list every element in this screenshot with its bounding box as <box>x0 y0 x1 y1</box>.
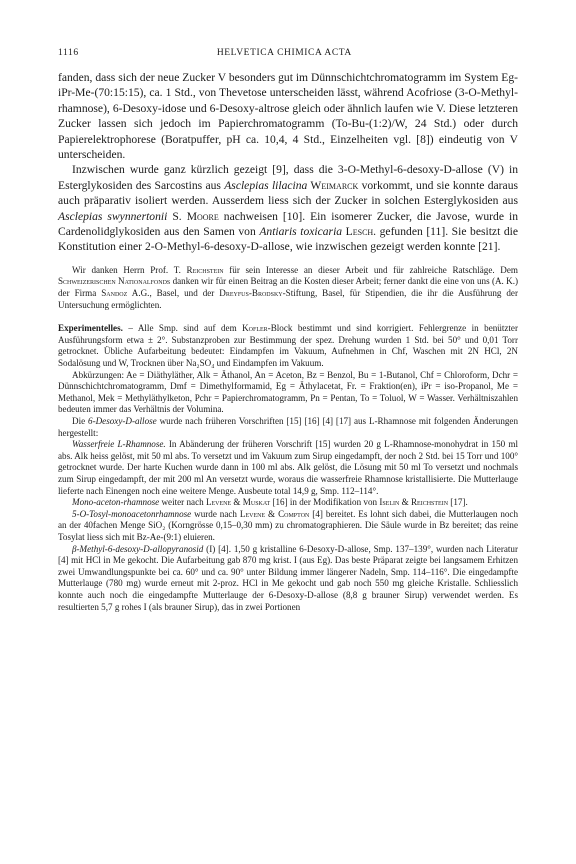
paragraph-chromatography: fanden, dass sich der neue Zucker V besonders gut im Dünnschichtchromatogramm im System Eg-iPr-Me-(70:15:15), ca. 1 Std., von Thevetose unterscheiden lässt, während Acofriose (3-O-Methyl-rhamnose), 6-Desoxy-idose und 6-Desoxy-altrose gleich oder ähnlich laufen wie V. Diese letzteren Zucker lassen sich jedoch im Papierchromatogramm (To-Bu-(1:2)/W, 24 Std.) oder durch Papierelektrophorese (Boratpuffer, pH ca. 10,4, 4 Std., Einzelheiten vgl. [8]) eindeutig von V unterscheiden. <box>58 71 518 162</box>
section-heading: Experimentelles. <box>58 323 123 334</box>
experimental-section: Experimentelles. – Alle Smp. sind auf dem Kofler-Block bestimmt und sind korrigiert. Fehlergrenze in benützter Ausführungsform etwa ± 2°. Substanzproben zur Bestimmung der spez. Drehung wurden 1 Std. bei 50° und 0,01 Torr getrocknet. Übliche Aufarbeitung bedeutet: Eindampfen im Vakuum, Aufnehmen in Chf, Waschen mit 2N HCl, 2N Sodalösung und W, Trocknen über Na₂SO₄ und Eindampfen im Vakuum. <box>58 323 518 369</box>
paragraph-methyl-allopyranoside: β-Methyl-6-desoxy-D-allopyranosid (I) [4]. 1,50 g kristalline 6-Desoxy-D-allose, Smp. 137–139°, wurden nach Literatur [4] mit HCl in Me gekocht. Die Aufarbeitung gab 870 mg krist. I (aus Eg). Das beste Präparat zeigte bei langsamem Erhitzen zwei Umwandlungspunkte bei ca. 60° und ca. 90° unter Bildung immer längerer Nadeln, Smp. 114–116°. Die eingedampfte Mutterlauge (780 mg) wurde erneut mit 2-proz. HCl in Me gekocht und gab noch 550 mg gleiche Kristalle. Schliesslich konnte auch noch die eingedampfte Mutterlauge der 6-Desoxy-D-allose (8,8 g brauner Sirup) verwendet werden. Es resultierten 5,7 g rohes I (als brauner Sirup), das in zwei Portionen <box>58 543 518 612</box>
page-header <box>58 48 518 58</box>
paragraph-mono-aceton: Mono-aceton-rhamnose weiter nach Levene & Muskat [16] in der Modifikation von Iselin & Reichstein [17]. <box>72 497 468 508</box>
page <box>58 48 518 613</box>
paragraph-occurrence: Inzwischen wurde ganz kürzlich gezeigt [9], dass die 3-O-Methyl-6-desoxy-D-allose (V) in Esterglykosiden des Sarcostins aus Asclepias lilacina Weimarck vorkommt, und sie konnte daraus auch präparativ isoliert werden. Ausserdem liess sich der Zucker in solchen Esterglykosiden aus Asclepias swynnertonii S. Moore nachweisen [10]. Ein isomerer Zucker, die Javose, wurde in Cardenolidglykosiden aus den Samen von Antiaris toxicaria Lesch. gefunden [11]. Sie besitzt die Konstitution einer 2-O-Methyl-6-desoxy-D-allose, wie inzwischen gezeigt werden konnte [21]. <box>58 163 519 254</box>
journal-title: HELVETICA CHIMICA ACTA <box>216 48 352 58</box>
paragraph-desoxy-allose: Die 6-Desoxy-D-allose wurde nach früheren Vorschriften [15] [16] [4] [17] aus L-Rhamnose mit folgenden Änderungen hergestellt: <box>58 416 519 438</box>
acknowledgements: Wir danken Herrn Prof. T. Reichstein für sein Interesse an dieser Arbeit und für zahlreiche Ratschläge. Dem Schweizerischen Nationalfonds danken wir für einen Beitrag an die Kosten dieser Arbeit; ferner dankt die eine von uns (A. K.) der Firma Sandoz A.G., Basel, und der Dreyfus-Brodsky-Stiftung, Basel, für Stipendien, die ihr die Ausführung der Untersuchung ermöglichten. <box>58 264 519 310</box>
abbreviations: Abkürzungen: Ae = Diäthyläther, Alk = Äthanol, An = Aceton, Bz = Benzol, Bu = 1-Butanol, Chf = Chloroform, Dchr = Dünnschichtchromatogramm, Dmf = Dimethylformamid, Eg = Äthylacetat, Fr. = Fraktion(en), iPr = iso-Propanol, Me = Methanol, Mek = Methyläthylketon, Pchr = Papierchromatogramm, Pn = Pentan, To = Toluol, W = Wasser. Verhältniszahlen bedeuten immer das Verhältnis der Volumina. <box>58 369 518 415</box>
paragraph-rhamnose: Wasserfreie L-Rhamnose. In Abänderung der früheren Vorschrift [15] wurden 20 g L-Rhamnose-monohydrat in 150 ml abs. Alk heiss gelöst, mit 50 ml abs. To versetzt und im Vakuum zum Sirup eingedampft, der noch 2 Std. bei 15 Torr und 100° getrocknet wurde. Der harte Kuchen wurde dann in 100 ml abs. Alk gelöst, die Lösung mit 50 ml To versetzt und nochmals zum Sirup eingedampft, der mit 200 ml An versetzt wurde, woraus die wasserfreie Rhamnose kristallisierte. Die Mutterlauge lieferte nach Einengen noch eine weitere Menge. Ausbeute total 14,9 g, Smp. 112–114°. <box>58 439 518 496</box>
page-number: 1116 <box>58 48 79 58</box>
paragraph-tosyl: 5-O-Tosyl-monoacetonrhamnose wurde nach Levene & Compton [4] bereitet. Es lohnt sich dabei, die Mutterlaugen noch an der 40fachen Menge SiO₂ (Korngrösse 0,15–0,30 mm) zu chromatographieren. Die Säule wurde in Bz bereitet; das reine Tosylat liess sich mit Bz-Ae-(9:1) eluieren. <box>58 508 519 542</box>
